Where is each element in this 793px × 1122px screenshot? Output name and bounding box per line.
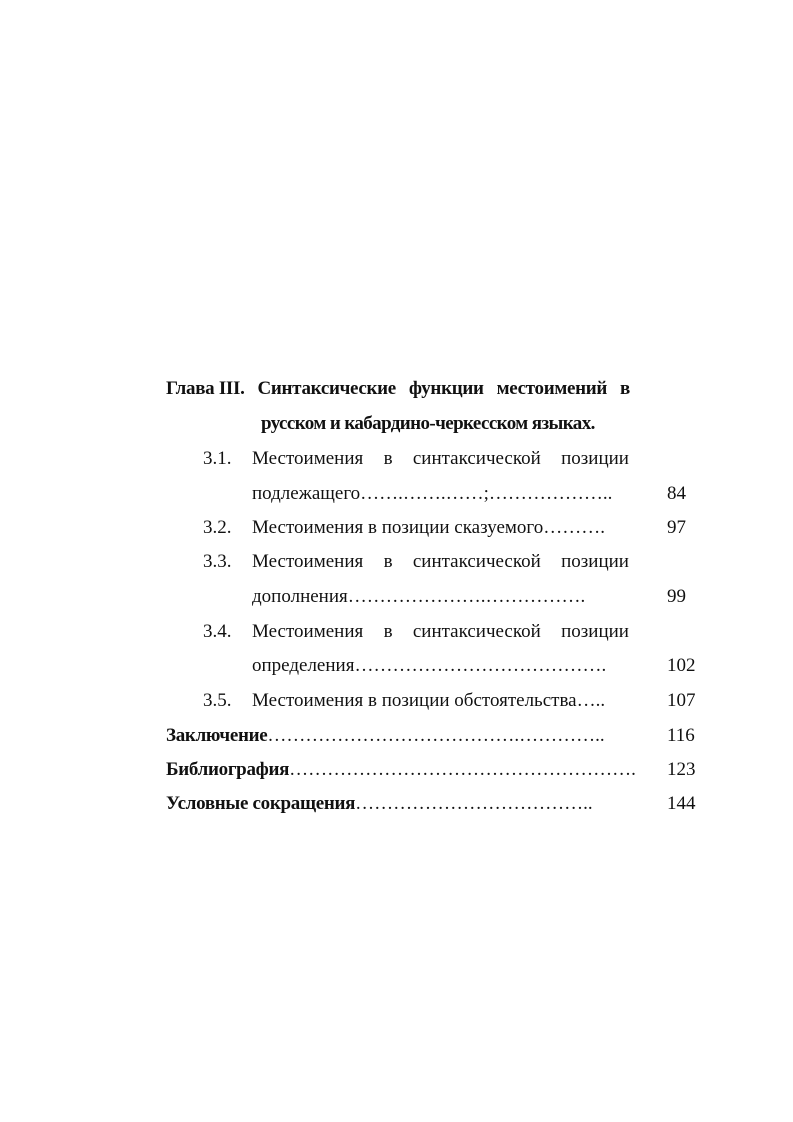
page-number: 84	[667, 483, 686, 504]
section-title-word: синтаксической	[412, 448, 541, 469]
chapter-title-word: в	[619, 378, 630, 399]
section-title-word: позиции	[561, 551, 629, 572]
entry-leader-dots: ……………………………………………….	[289, 759, 636, 780]
section-title-word: в	[383, 551, 393, 572]
section-title-word: позиции	[561, 448, 629, 469]
chapter-title-word: функции	[408, 378, 484, 399]
page-number: 99	[667, 586, 686, 607]
chapter-heading-line1	[166, 377, 630, 401]
section-number: 3.2.	[203, 517, 232, 538]
page-number: 123	[667, 759, 696, 780]
section-number: 3.3.	[203, 551, 232, 572]
toc-entry-bibliography	[166, 758, 636, 782]
section-title-word: Местоимения	[252, 551, 364, 572]
section-title-word: Местоимения	[252, 621, 364, 642]
section-title-line2: подлежащего…….…….……;………………..	[252, 483, 613, 504]
section-title-word: Местоимения	[252, 448, 364, 469]
entry-title: Библиография	[166, 759, 290, 780]
section-title-word: позиции	[561, 621, 629, 642]
chapter-label: Глава III.	[166, 378, 245, 399]
toc-entry-abbreviations	[166, 792, 593, 816]
page-number: 116	[667, 725, 695, 746]
section-title-line1	[252, 447, 629, 471]
chapter-heading-line2: русском и кабардино-черкесском языках.	[261, 413, 595, 434]
section-title-line1: Местоимения в позиции обстоятельства…..	[252, 690, 606, 711]
section-title-word: в	[383, 448, 393, 469]
section-title-word: в	[383, 621, 393, 642]
entry-leader-dots: ………………………………..	[355, 793, 593, 814]
chapter-title-word: Синтаксические	[257, 378, 396, 399]
entry-title: Заключение	[166, 725, 268, 746]
page-number: 107	[667, 690, 696, 711]
section-title-line2: дополнения………………….…………….	[252, 586, 586, 607]
section-title-word: синтаксической	[412, 551, 541, 572]
toc-entry-conclusion	[166, 724, 605, 748]
entry-title: Условные сокращения	[166, 793, 356, 814]
section-title-line2: определения………………………………….	[252, 655, 607, 676]
page-number: 97	[667, 517, 686, 538]
section-title-line1	[252, 620, 629, 644]
section-title-line1: Местоимения в позиции сказуемого……….	[252, 517, 605, 538]
entry-leader-dots: ………………………………….…………..	[267, 725, 605, 746]
section-number: 3.1.	[203, 448, 232, 469]
page-number: 144	[667, 793, 696, 814]
section-number: 3.4.	[203, 621, 232, 642]
section-title-line1	[252, 550, 629, 574]
section-title-word: синтаксической	[412, 621, 541, 642]
chapter-title-word: местоимений	[496, 378, 608, 399]
section-number: 3.5.	[203, 690, 232, 711]
page-number: 102	[667, 655, 696, 676]
